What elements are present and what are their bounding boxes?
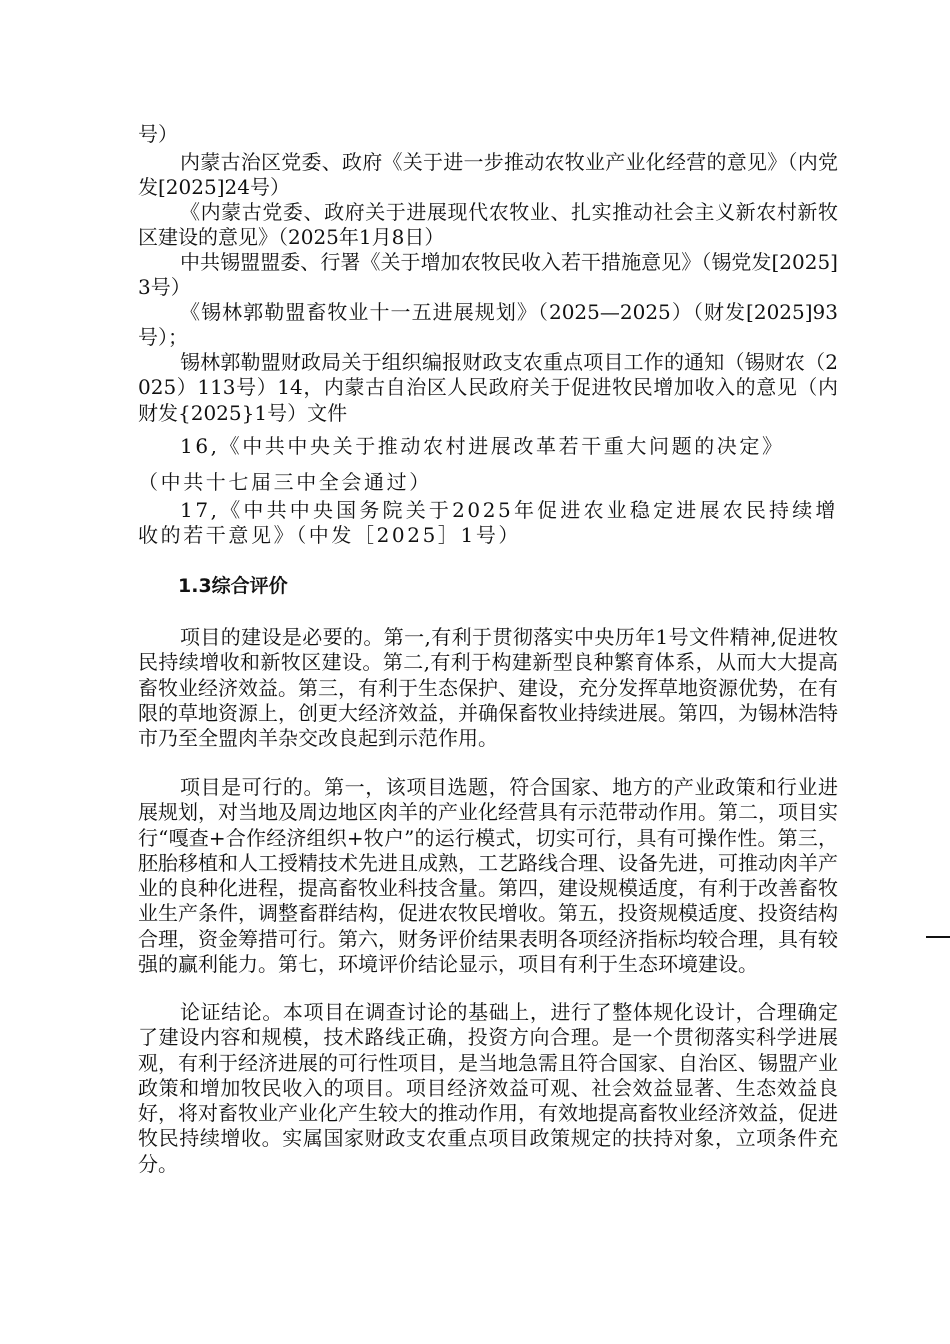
section-heading: 1.3综合评价 [178, 575, 288, 597]
body-paragraph: 项目是可行的。第一，该项目选题，符合国家、地方的产业政策和行业进展规划，对当地及周边地区肉羊的产业化经营具有示范带动作用。第二，项目实行“嘎查+合作经济组织+牧户”的运行模式，切实可行，具有可操作性。第三，胚胎移植和人工授精技术先进且成熟，工艺路线合理、设备先进，可推动肉羊产业的良种化进程，提高畜牧业科技含量。第四，建设规模适度，有利于改善畜牧业生产条件，调整畜群结构，促进农牧民增收。第五，投资规模适度、投资结构合理，资金筹措可行。第六，财务评价结果表明各项经济指标均较合理，具有较强的赢利能力。第七，环境评价结论显示，项目有利于生态环境建设。 [138, 775, 838, 977]
reference-item: （中共十七届三中全会通过） [138, 470, 432, 494]
reference-item: 内蒙古治区党委、政府《关于进一步推动农牧业产业化经营的意见》（内党发[2025]24号） [138, 150, 838, 200]
reference-item: 16,《中共中央关于推动农村进展改革若干重大问题的决定》 [180, 434, 785, 458]
reference-item: 中共锡盟盟委、行署《关于增加农牧民收入若干措施意见》（锡党发[2025]3号） [138, 250, 838, 300]
reference-item: 锡林郭勒盟财政局关于组织编报财政支农重点项目工作的通知（锡财农（2025）113号）14，内蒙古自治区人民政府关于促进牧民增加收入的意见（内财发{2025}1号）文件 [138, 350, 838, 425]
body-paragraph: 项目的建设是必要的。第一,有利于贯彻落实中央历年1号文件精神,促进牧民持续增收和新牧区建设。第二,有利于构建新型良种繁育体系，从而大大提高畜牧业经济效益。第三，有利于生态保护、建设，充分发挥草地资源优势，在有限的草地资源上，创更大经济效益，并确保畜牧业持续进展。第四，为锡林浩特市乃至全盟肉羊杂交改良起到示范作用。 [138, 625, 838, 751]
reference-item: 17,《中共中央国务院关于2025年促进农业稳定进展农民持续增收的若干意见》（中发［2025］1号） [138, 498, 838, 548]
edge-mark [926, 936, 950, 938]
reference-fragment: 号） [138, 122, 178, 146]
reference-item: 《内蒙古党委、政府关于进展现代农牧业、扎实推动社会主义新农村新牧区建设的意见》（2025年1月8日） [138, 200, 838, 250]
reference-item: 《锡林郭勒盟畜牧业十一五进展规划》（2025—2025）（财发[2025]93号）； [138, 300, 838, 350]
body-paragraph: 论证结论。本项目在调查讨论的基础上，进行了整体规化设计，合理确定了建设内容和规模，技术路线正确，投资方向合理。是一个贯彻落实科学进展观，有利于经济进展的可行性项目，是当地急需且符合国家、自治区、锡盟产业政策和增加牧民收入的项目。项目经济效益可观、社会效益显著、生态效益良好，将对畜牧业产业化产生较大的推动作用，有效地提高畜牧业经济效益，促进牧民持续增收。实属国家财政支农重点项目政策规定的扶持对象，立项条件充分。 [138, 1000, 838, 1176]
